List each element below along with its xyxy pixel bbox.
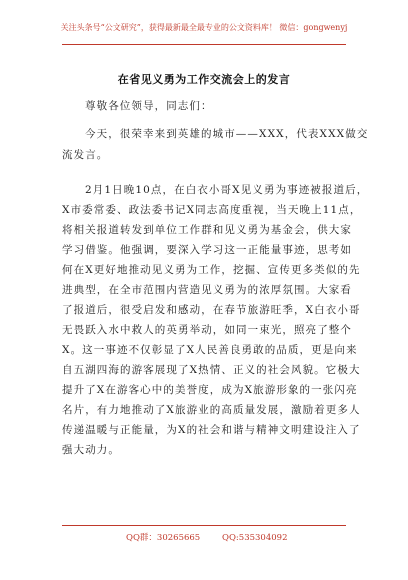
body-line: 了报道后，很受启发和感动，在春节旅游旺季，X白衣小哥 — [62, 304, 361, 316]
body-line: 提升了X在游客心中的美誉度，成为X旅游形象的一张闪亮 — [62, 384, 358, 396]
header-divider — [62, 44, 346, 45]
header-banner: 关注头条号“公文研究”，获得最新最全最专业的公文资料库！ 微信：gongwenyj — [60, 23, 348, 32]
body-line: 进典型，在全市范围内营造见义勇为的浓厚氛围。大家看 — [62, 284, 352, 296]
salutation: 尊敬各位领导，同志们： — [85, 100, 213, 112]
body-line: 流发言。 — [62, 149, 109, 161]
body-line: 无畏跃入水中救人的英勇举动，如同一束光，照亮了整个 — [62, 324, 352, 336]
body-line: 今天，很荣幸来到英雄的城市——XXX，代表XXX做交 — [85, 128, 369, 140]
footer-qq-contact: QQ:535304092 — [222, 533, 288, 543]
footer-qq-group: QQ群：30265665 — [126, 533, 201, 543]
body-line: 名片，有力地推动了X旅游业的高质量发展，激励着更多人 — [62, 404, 361, 416]
body-line: 何在X更好地推动见义勇为工作，挖掘、宣传更多类似的先 — [62, 264, 361, 276]
footer-divider — [62, 525, 346, 526]
body-line: 强大动力。 — [62, 444, 120, 456]
body-line: 将相关报道转发到单位工作群和见义勇为基金会，供大家 — [62, 224, 352, 236]
body-line: 自五湖四海的游客展现了X热情、正义的社会风貌。它极大 — [62, 364, 361, 376]
body-line: 2月1日晚10点，在白衣小哥X见义勇为事迹被报道后， — [85, 184, 369, 196]
body-line: 学习借鉴。他强调，要深入学习这一正能量事迹，思考如 — [62, 244, 352, 256]
document-title: 在省见义勇为工作交流会上的发言 — [117, 73, 291, 86]
body-line: X市委常委、政法委书记X同志高度重视，当天晚上11点， — [62, 204, 362, 216]
body-line: 传递温暖与正能量，为X的社会和谐与精神文明建设注入了 — [62, 424, 361, 436]
body-line: X。这一事迹不仅彰显了X人民善良勇敢的品质，更是向来 — [62, 344, 358, 356]
